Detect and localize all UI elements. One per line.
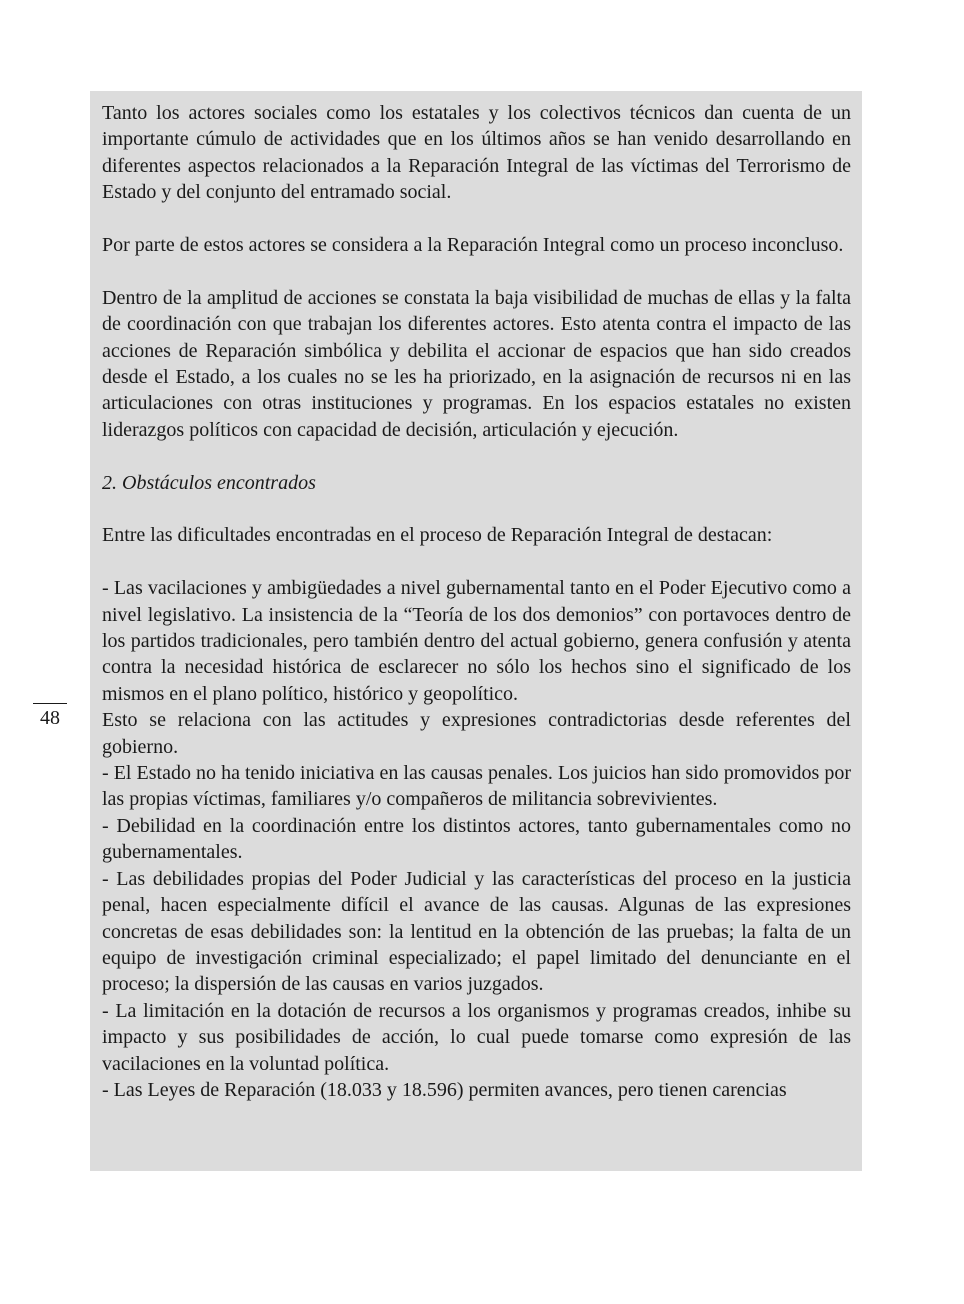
list-item: Esto se relaciona con las actitudes y expresiones contradictorias desde referentes del gobierno. <box>102 709 851 758</box>
section-heading: 2. Obstáculos encontrados <box>102 471 316 494</box>
intro-paragraph: Entre las dificultades encontradas en el proceso de Reparación Integral de destacan: <box>102 524 773 547</box>
paragraph-1: Tanto los actores sociales como los estatales y los colectivos técnicos dan cuenta de un importante cúmulo de actividades que en los últimos años se han venido desarrollando en diferentes aspectos relacionados a la Reparación Integral de las víctimas del Terrorismo de Estado y del conjunto del entramado social. <box>102 102 851 204</box>
paragraph-3: Dentro de la amplitud de acciones se constata la baja visibilidad de muchas de ellas y la falta de coordinación con que trabajan los diferentes actores. Esto atenta contra el impacto de las acciones de Reparación simbólica y debilita el accionar de espacios que han sido creados desde el Estado, a los cuales no se les ha priorizado, en la asignación de recursos ni en las articulaciones con otras instituciones y programas. En los espacios estatales no existen liderazgos políticos con capacidad de decisión, articulación y ejecución. <box>102 286 851 441</box>
list-item: - Las vacilaciones y ambigüedades a nivel gubernamental tanto en el Poder Ejecutivo como a nivel legislativo. La insistencia de la “Teoría de los dos demonios” con portavoces dentro de los partidos tradicionales, pero también dentro del actual gobierno, genera confusión y atenta contra la necesidad histórica de esclarecer no sólo los hechos sino el significado de los mismos en el plano político, histórico y geopolítico. <box>102 577 851 705</box>
page-number: 48 <box>33 703 67 730</box>
list-item: - El Estado no ha tenido iniciativa en las causas penales. Los juicios han sido promovidos por las propias víctimas, familiares y/o compañeros de militancia sobrevivientes. <box>102 762 851 811</box>
list-item: - La limitación en la dotación de recursos a los organismos y programas creados, inhibe su impacto y sus posibilidades de acción, lo cual puede tomarse como expresión de las vacilaciones en la voluntad política. <box>102 999 851 1075</box>
list-item: - Las debilidades propias del Poder Judicial y las características del proceso en la justicia penal, hacen especialmente difícil el avance de las causas. Algunas de las expresiones concretas de esas debilidades son: la lentitud en la obtención de las pruebas; la falta de un equipo de investigación criminal especializado; el papel limitado del denunciante en el proceso; la dispersión de las causas en varios juzgados. <box>102 867 851 996</box>
paragraph-2: Por parte de estos actores se considera a la Reparación Integral como un proceso inconcluso. <box>102 234 844 257</box>
list-item: - Debilidad en la coordinación entre los distintos actores, tanto gubernamentales como no gubernamentales. <box>102 814 851 864</box>
list-item: - Las Leyes de Reparación (18.033 y 18.596) permiten avances, pero tienen carencias <box>102 1078 787 1101</box>
text-box <box>90 91 862 1171</box>
